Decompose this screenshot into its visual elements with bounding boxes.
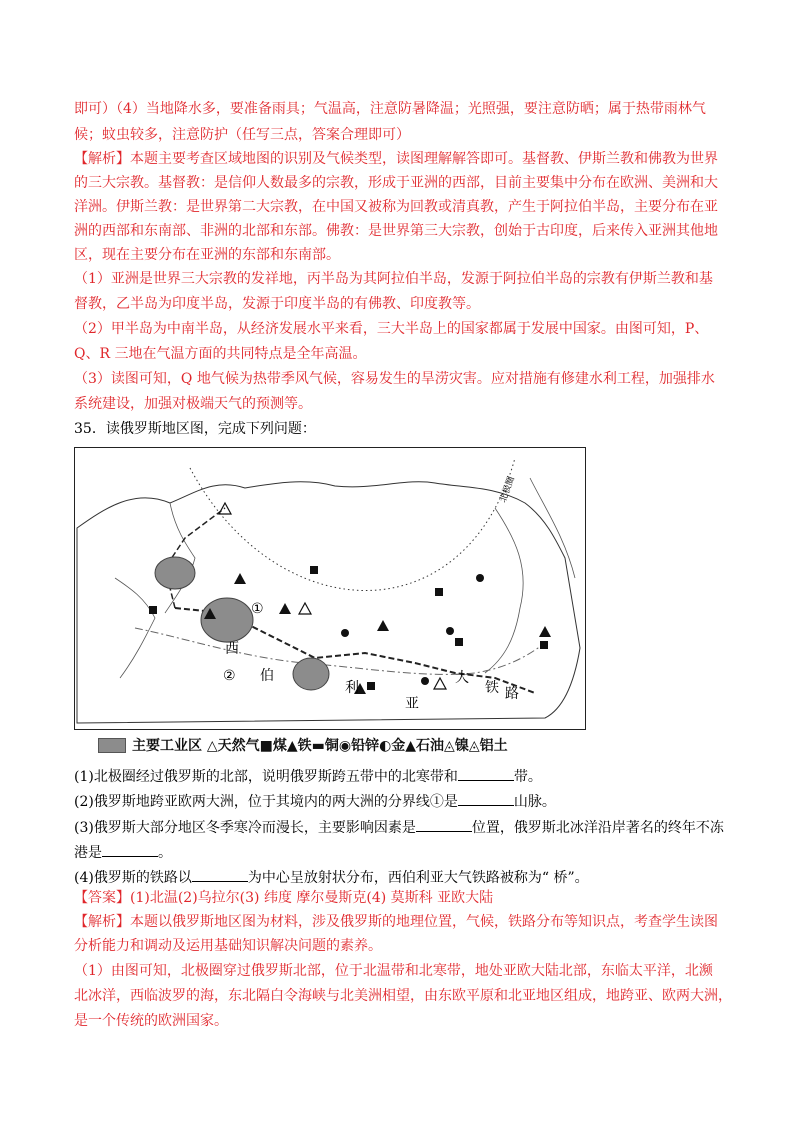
answer-blank[interactable] <box>458 791 514 806</box>
map-label-tie: 铁 <box>485 680 499 696</box>
answer-blank[interactable] <box>416 817 472 832</box>
question-text-tail: 山脉。 <box>513 794 556 810</box>
question-line <box>74 791 556 811</box>
map-label-1: ① <box>251 601 264 617</box>
text-line: （3）读图可知，Q 地气候为热带季风气候，容易发生的旱涝灾害。应对措施有修建水利工程，加强排水 <box>74 371 715 387</box>
industrial-area-swatch <box>98 738 126 753</box>
text-line: 系统建设，加强对极端天气的预测等。 <box>74 396 312 412</box>
question-text: (4)俄罗斯的铁路以 <box>74 870 192 886</box>
text-line: 洋洲。伊斯兰教：是世界第二大宗教，在中国又被称为回教或清真教，产生于阿拉伯半岛，主要分布在亚 <box>74 199 718 215</box>
question-line <box>74 842 172 862</box>
map-label-2: ② <box>223 668 236 684</box>
map-label-li: 利 <box>345 680 359 696</box>
analysis-line: 是一个传统的欧洲国家。 <box>74 1013 228 1029</box>
industrial-area <box>293 658 329 690</box>
russia-map-drawing <box>75 448 585 729</box>
answer-blank[interactable] <box>102 842 158 857</box>
analysis-line: 北冰洋，西临波罗的海，东北隔白令海峡与北美洲相望，由东欧平原和北亚地区组成，地跨亚、欧两大洲， <box>74 988 732 1004</box>
russia-map <box>74 447 586 730</box>
text-line: （1）亚洲是世界三大宗教的发祥地，丙半岛为其阿拉伯半岛，发源于阿拉伯半岛的宗教有伊斯兰教和基 <box>74 271 713 287</box>
map-label-lu: 路 <box>505 686 519 702</box>
text-line: 洲的西部和东南部、非洲的北部和东部。佛教：是世界第三大宗教，创始于古印度，后来传入亚洲其他地 <box>74 223 718 239</box>
answer-blank[interactable] <box>192 867 248 882</box>
question-text-tail: 。 <box>158 845 172 861</box>
arctic-circle-label: 北极圈 <box>498 475 518 505</box>
question-text-tail: 位置，俄罗斯北冰洋沿岸著名的终年不冻 <box>471 820 724 836</box>
answer-line: 【答案】(1)北温(2)乌拉尔(3) 纬度 摩尔曼斯克(4) 莫斯科 亚欧大陆 <box>74 890 494 906</box>
analysis-line: 分析能力和调动及运用基础知识解决问题的素养。 <box>74 938 382 954</box>
map-legend <box>98 735 508 755</box>
text-line: 35．读俄罗斯地区图，完成下列问题： <box>74 421 316 437</box>
question-text: 港是 <box>74 845 102 861</box>
question-line <box>74 867 589 887</box>
text-line: 【解析】本题主要考查区域地图的识别及气候类型，读图理解解答即可。基督教、伊斯兰教和佛教为世界 <box>74 151 718 167</box>
text-line: 区，现在主要分布在亚洲的东部和东南部。 <box>74 247 340 263</box>
question-line <box>74 766 542 786</box>
question-text: (2)俄罗斯地跨亚欧两大洲，位于其境内的两大洲的分界线①是 <box>74 794 458 810</box>
map-label-da: 大 <box>455 670 469 686</box>
question-line <box>74 817 724 837</box>
industrial-area <box>201 598 253 642</box>
text-line: 的三大宗教。基督教：是信仰人数最多的宗教，形成于亚洲的西部，目前主要集中分布在欧洲、美洲和大 <box>74 175 718 191</box>
text-line: 候；蚊虫较多，注意防护（任写三点，答案合理即可） <box>74 127 410 143</box>
analysis-line: 【解析】本题以俄罗斯地区图为材料，涉及俄罗斯的地理位置，气候，铁路分布等知识点，考查学生读图 <box>74 914 718 930</box>
text-line: （2）甲半岛为中南半岛，从经济发展水平来看，三大半岛上的国家都属于发展中国家。由图可知，P、 <box>74 321 709 337</box>
legend-text: 主要工业区 △天然气■煤▲铁▬铜◉铅锌◐金▲石油◬镍◬铝土 <box>132 738 508 754</box>
map-label-bo: 伯 <box>260 668 274 684</box>
text-line: Q、R 三地在气温方面的共同特点是全年高温。 <box>74 346 367 362</box>
map-label-xi: 西 <box>225 641 239 657</box>
industrial-area <box>155 557 195 589</box>
question-text: (3)俄罗斯大部分地区冬季寒冷而漫长，主要影响因素是 <box>74 820 416 836</box>
map-label-ya: 亚 <box>405 696 419 712</box>
question-text-tail: 带。 <box>513 769 542 785</box>
analysis-line: （1）由图可知，北极圈穿过俄罗斯北部，位于北温带和北寒带，地处亚欧大陆北部，东临太平洋，北濒 <box>74 963 713 979</box>
question-text-tail: 为中心呈放射状分布，西伯利亚大气铁路被称为“ 桥”。 <box>247 870 589 886</box>
text-line: 即可）（4）当地降水多，要准备雨具；气温高，注意防暑降温；光照强，要注意防晒；属于热带雨林气 <box>74 101 706 117</box>
question-text: (1)北极圈经过俄罗斯的北部，说明俄罗斯跨五带中的北寒带和 <box>74 769 458 785</box>
answer-blank[interactable] <box>458 766 514 781</box>
text-line: 督教，乙半岛为印度半岛，发源于印度半岛的有佛教、印度教等。 <box>74 296 480 312</box>
